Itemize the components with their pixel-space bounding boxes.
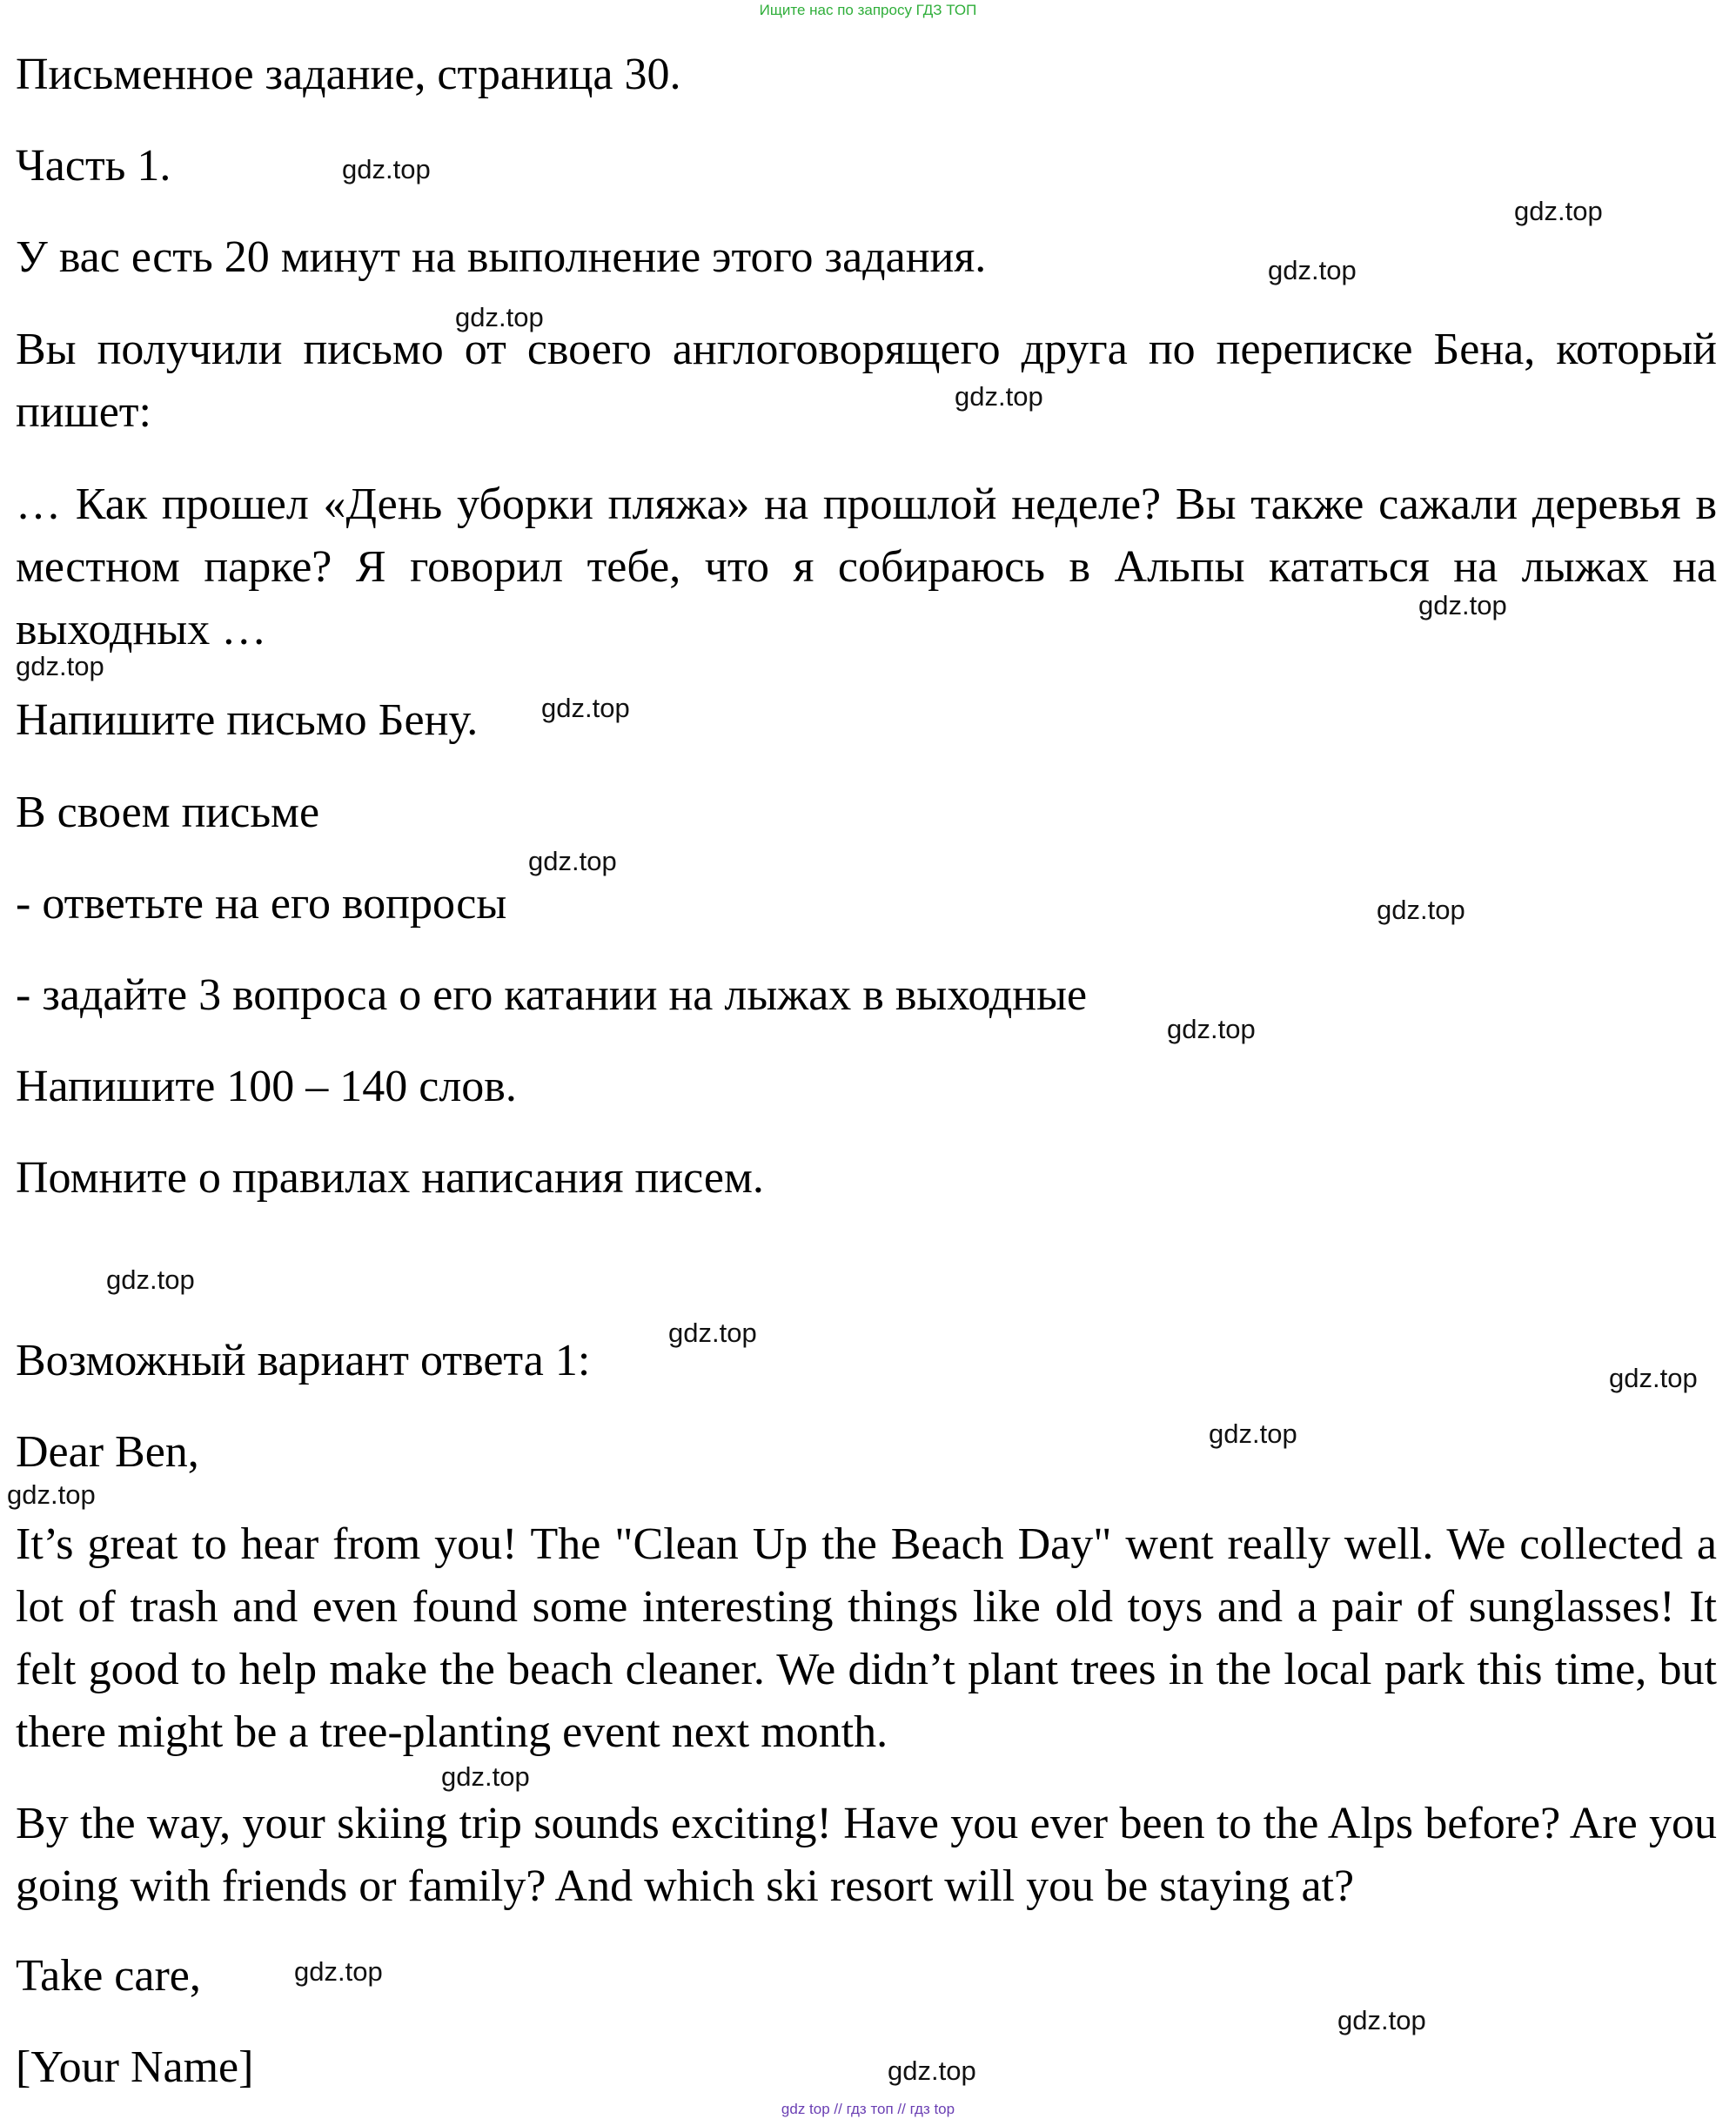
watermark: gdz.top xyxy=(668,1318,757,1348)
header-note: Ищите нас по запросу ГДЗ ТОП xyxy=(759,2,977,18)
task-instruction: Напишите письмо Бену. xyxy=(16,695,479,745)
task-title: Письменное задание, страница 30. xyxy=(16,50,681,99)
letter-closing: Take care, xyxy=(16,1951,201,2001)
task-in-letter: В своем письме xyxy=(16,788,320,837)
letter-greeting: Dear Ben, xyxy=(16,1427,199,1477)
footer-note: gdz top // гдз топ // гдз top xyxy=(781,2101,955,2117)
watermark: gdz.top xyxy=(1377,895,1465,925)
letter-signature: [Your Name] xyxy=(16,2042,254,2092)
watermark: gdz.top xyxy=(1209,1418,1297,1449)
watermark: gdz.top xyxy=(1167,1014,1256,1044)
letter-paragraph-2: By the way, your skiing trip sounds exciting! Have you ever been to the Alps before? Are you going with friends or family? And which ski resort will you be staying at? xyxy=(16,1799,1717,1911)
answer-label: Возможный вариант ответа 1: xyxy=(16,1336,591,1385)
watermark: gdz.top xyxy=(888,2055,976,2086)
task-word-count: Напишите 100 – 140 слов. xyxy=(16,1062,517,1111)
task-intro: Вы получили письмо от своего англоговорящего друга по переписке Бена, который пишет: xyxy=(16,325,1717,437)
watermark: gdz.top xyxy=(1268,255,1357,285)
watermark: gdz.top xyxy=(528,846,617,876)
watermark: gdz.top xyxy=(342,154,431,184)
task-point-2: - задайте 3 вопроса о его катании на лыжах в выходные xyxy=(16,970,1088,1020)
watermark: gdz.top xyxy=(1337,2005,1426,2035)
watermark: gdz.top xyxy=(16,651,104,681)
watermark: gdz.top xyxy=(294,1956,383,1987)
watermark: gdz.top xyxy=(1609,1363,1698,1393)
task-time-limit: У вас есть 20 минут на выполнение этого задания. xyxy=(16,232,987,282)
task-reminder: Помните о правилах написания писем. xyxy=(16,1153,764,1203)
watermark: gdz.top xyxy=(1418,590,1507,620)
task-point-1: - ответьте на его вопросы xyxy=(16,879,507,929)
task-part: Часть 1. xyxy=(16,141,171,191)
watermark: gdz.top xyxy=(441,1761,530,1792)
letter-paragraph-1: It’s great to hear from you! The "Clean Up the Beach Day" went really well. We collected a lot of trash and even found some interesting things like old toys and a pair of sunglasses! It felt good to help make the beach cleaner. We didn’t plant trees in the local park this time, but there might be a tree-planting event next month. xyxy=(16,1519,1717,1757)
watermark: gdz.top xyxy=(7,1479,96,1510)
watermark: gdz.top xyxy=(106,1264,195,1295)
task-quote: … Как прошел «День уборки пляжа» на прошлой неделе? Вы также сажали деревья в местном парке? Я говорил тебе, что я собираюсь в Альпы кататься на лыжах на выходных … xyxy=(16,479,1717,654)
watermark: gdz.top xyxy=(455,302,544,332)
watermark: gdz.top xyxy=(541,693,630,723)
watermark: gdz.top xyxy=(1514,196,1603,226)
watermark: gdz.top xyxy=(955,381,1043,412)
